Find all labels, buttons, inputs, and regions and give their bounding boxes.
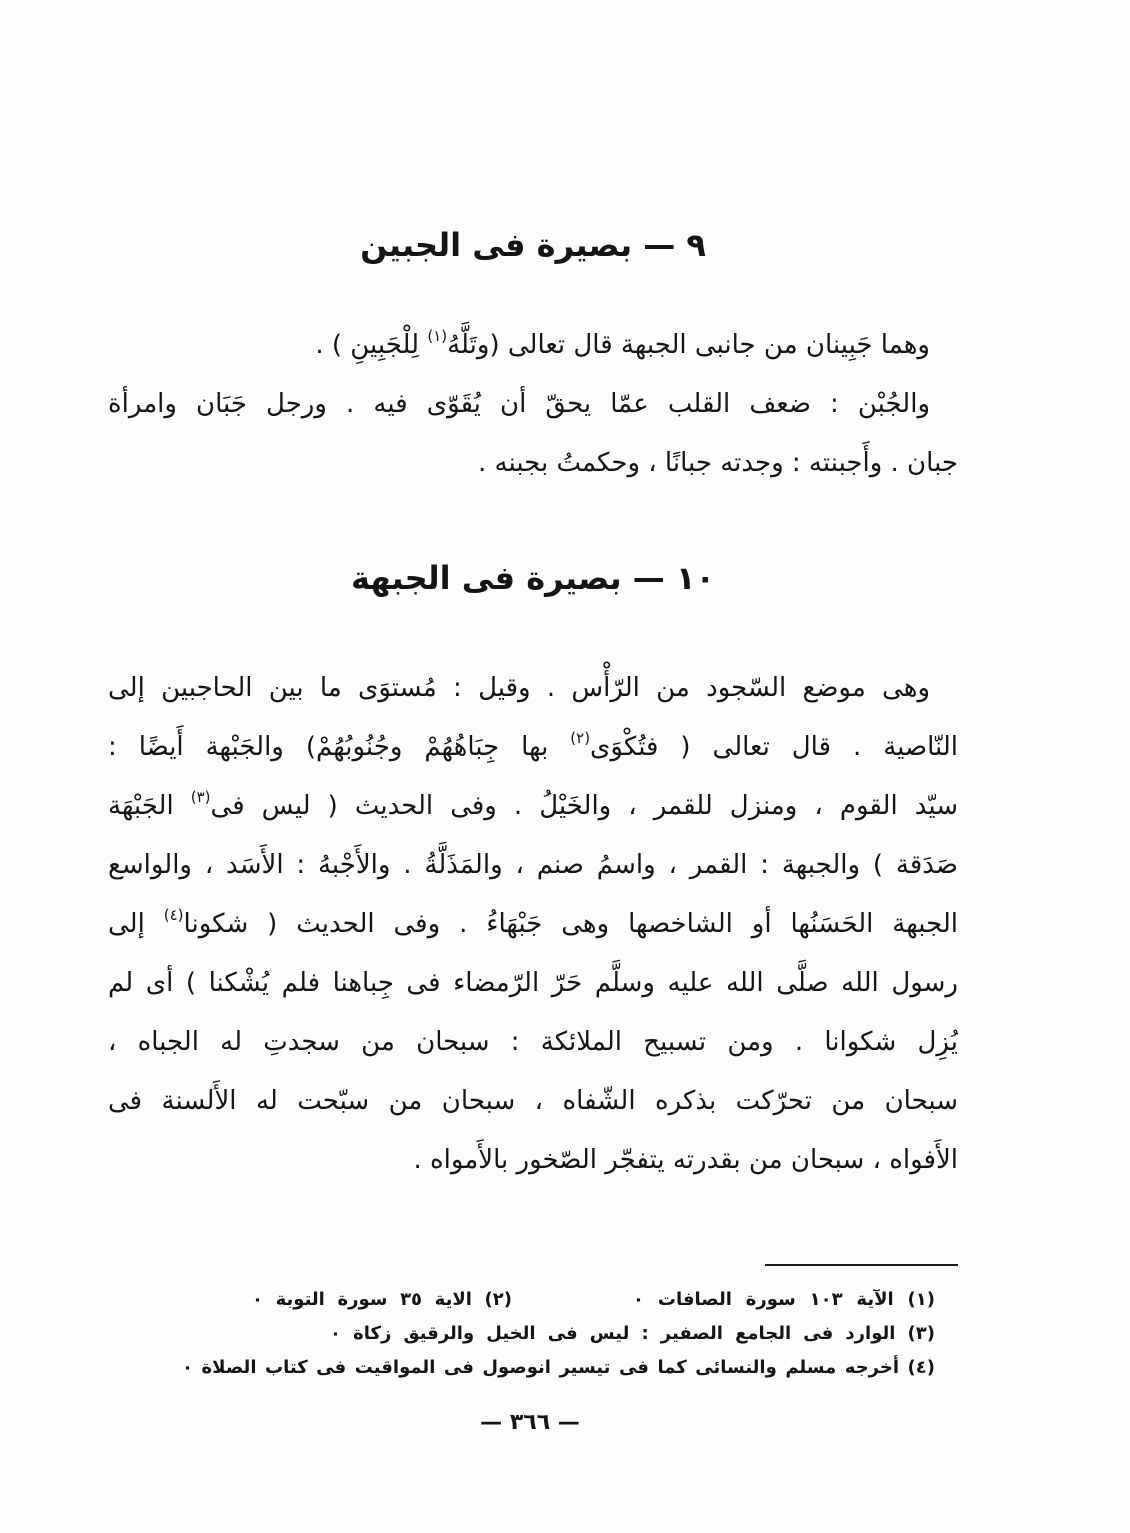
footnote-ref: (٣) [190,788,211,806]
body-line [108,316,958,375]
section-heading: ٩ — بصيرة فى الجبين [360,226,706,264]
footnote: (٢) الاية ٣٥ سورة التوبة ٠ [252,1289,512,1310]
footnote: (١) الآية ١٠٣ سورة الصافات ٠ [633,1289,935,1310]
line-text: بها جِبَاهُهُمْ وجُنُوبُهُمْ) والجَبْهة أَيضًا : [108,732,571,762]
footnote-separator [765,1264,958,1266]
line-text: لِلْجَبِينِ ) . [315,330,428,360]
section-heading: ١٠ — بصيرة فى الجبهة [351,559,715,597]
line-text: وهما جَبِينان من جانبى الجبهة قال تعالى (وتَلَّهُ [447,330,930,360]
footnote: (٣) الوارد فى الجامع الصفير : ليس فى الخيل والرقيق زكاة ٠ [330,1323,935,1344]
body-line [108,1131,958,1190]
line-text: سبحان من تحرّكت بذكره الشّفاه ، سبحان من سبّحت له الأَلسنة فى [108,1086,958,1116]
body-line [108,659,958,718]
line-text: النّاصية . قال تعالى ( فتُكْوَى [590,732,958,762]
body-line [108,718,958,777]
line-text: وهى موضع السّجود من الرّأْس . وقيل : مُستوَى ما بين الحاجبين إلى [108,673,930,703]
footnote-ref: (٤) [163,906,184,924]
line-text: الجبهة الحَسَنُها أو الشاخصها وهى جَبْهَاءُ . وفى الحديث ( شكونا [183,909,958,939]
body-line [108,954,958,1013]
footnote-ref: (٢) [570,729,591,747]
page-number: — ٣٦٦ — [480,1410,580,1435]
line-text: الجَبْهَة [108,791,191,821]
body-line [108,375,958,434]
line-text: سيّد القوم ، ومنزل للقمر ، والخَيْلُ . وفى الحديث ( ليس فى [210,791,958,821]
body-line [108,895,958,954]
line-text: صَدَقة ) والجبهة : القمر ، واسمُ صنم ، والمَذَلَّةُ . والأَجْبهُ : الأَسَد ، والواسع [108,850,958,880]
line-text: يُزِل شكوانا . ومن تسبيح الملائكة : سبحان من سجدتِ له الجباه ، [108,1027,958,1057]
line-text: والجُبْن : ضعف القلب عمّا يحقّ أن يُقَوّى فيه . ورجل جَبَان وامرأة [108,389,930,419]
line-text: إلى [108,909,164,939]
body-line [108,1013,958,1072]
section-body [108,316,958,493]
line-text: الأَفواه ، سبحان من بقدرته يتفجّر الصّخور بالأَمواه . [413,1145,958,1175]
line-text: رسول الله صلَّى الله عليه وسلَّم حَرّ الرّمضاء فى جِباهنا فلم يُشْكنا ) أى لم [108,968,958,998]
line-text: جبان . وأَجبنته : وجدته جبانًا ، وحكمتُ بجبنه . [478,448,958,478]
footnote: (٤) أخرجه مسلم والنسائى كما فى تيسير انوصول فى المواقيت فى كتاب الصلاة ٠ [182,1357,935,1378]
footnote-ref: (١) [427,327,448,345]
body-line [108,1072,958,1131]
section-body [108,659,958,1190]
body-line [108,777,958,836]
body-line [108,434,958,493]
body-line [108,836,958,895]
